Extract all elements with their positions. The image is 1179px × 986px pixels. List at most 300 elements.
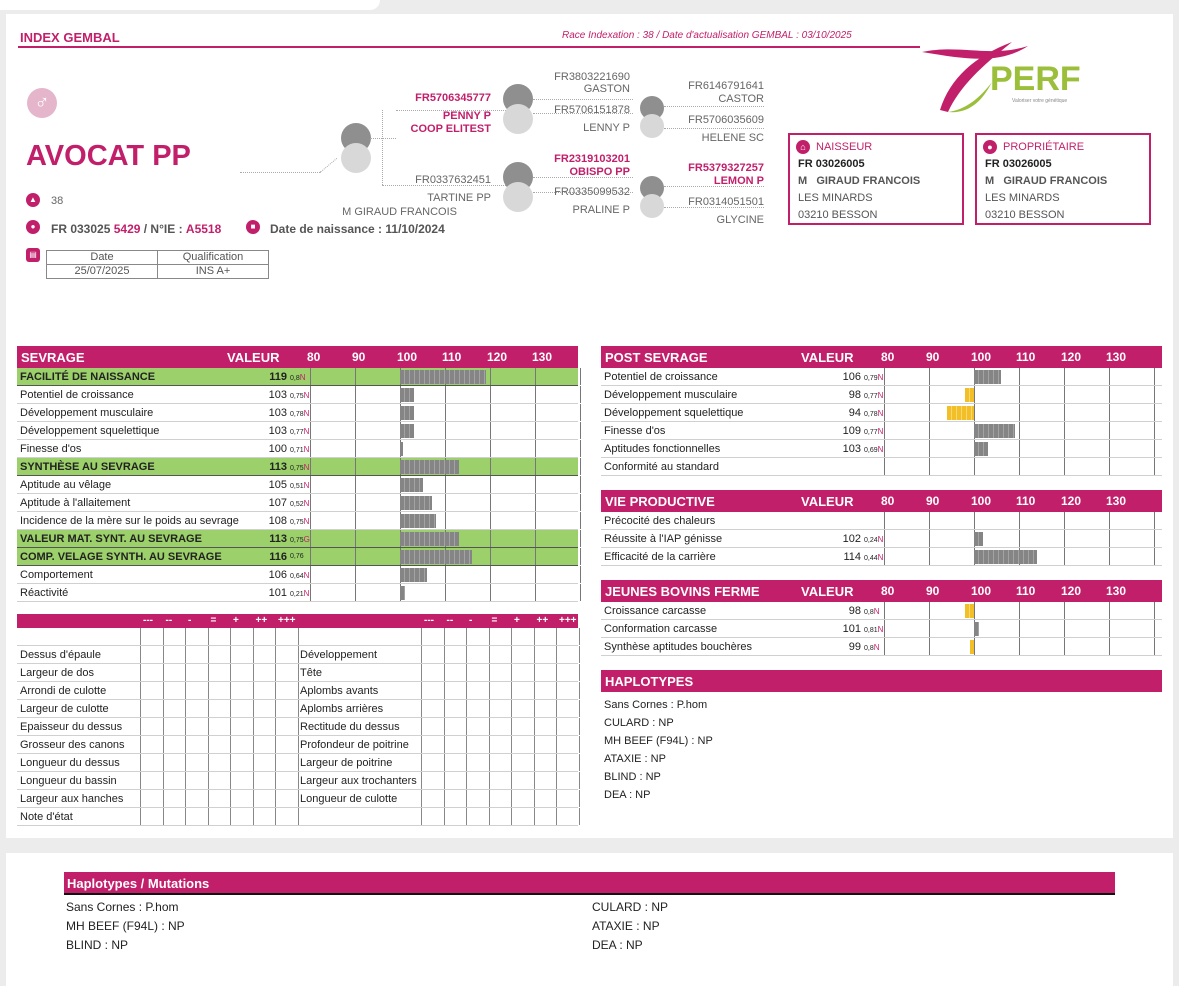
gridline [1154, 422, 1155, 439]
cd-value [864, 445, 883, 454]
morpho-row [17, 790, 297, 808]
scale-tick: 110 [1016, 584, 1036, 598]
morpho-row [297, 718, 578, 736]
gridline [534, 808, 535, 825]
valeur-header: VALEUR [801, 584, 854, 599]
section-title: SEVRAGE [21, 350, 85, 365]
index-value: 109 [842, 425, 861, 437]
mutation-item: CULARD : NP [592, 900, 669, 914]
id-number: 5429 [113, 222, 141, 236]
cd-flag: N [303, 517, 310, 526]
gridline [355, 584, 356, 601]
gridline [511, 664, 512, 681]
dd-name: PRALINE P [572, 204, 630, 216]
gridline [490, 404, 491, 421]
gridline [421, 682, 422, 699]
index-row [601, 404, 1162, 422]
index-label: Potentiel de croissance [604, 371, 718, 383]
index-bar [400, 568, 427, 582]
gridline [1109, 404, 1110, 421]
gridline [579, 718, 580, 735]
index-label: Conformation carcasse [604, 623, 718, 635]
cd-flag: N [303, 481, 310, 490]
gridline [310, 476, 311, 493]
index-label: Croissance carcasse [604, 605, 707, 617]
sire-id: FR5706345777 [415, 92, 491, 104]
sd-name: LENNY P [583, 122, 630, 134]
gridline [534, 646, 535, 663]
index-row [17, 548, 578, 566]
gridline [163, 682, 164, 699]
morpho-label: Développement [300, 649, 378, 661]
morpho-row [297, 664, 578, 682]
cd-value [864, 373, 883, 382]
index-row [17, 404, 578, 422]
morpho-label: Arrondi de culotte [20, 685, 107, 697]
index-value: 98 [848, 389, 861, 401]
gridline [535, 530, 536, 547]
gridline [466, 628, 467, 645]
dam-id: FR0337632451 [415, 174, 491, 186]
index-label: VALEUR MAT. SYNT. AU SEVRAGE [20, 533, 202, 545]
cd-value [290, 409, 309, 418]
gridline [490, 422, 491, 439]
gridline [444, 808, 445, 825]
gridline [445, 566, 446, 583]
scale-tick: 110 [442, 350, 462, 364]
gridline [230, 718, 231, 735]
morpho-label: Largeur aux hanches [20, 793, 124, 805]
gridline [884, 512, 885, 529]
gridline [140, 664, 141, 681]
index-bar [400, 532, 459, 546]
gridline [466, 718, 467, 735]
gridline [579, 646, 580, 663]
gridline [208, 736, 209, 753]
nie-label: / N°IE : [143, 222, 183, 236]
gridline [1154, 386, 1155, 403]
morpho-row [17, 682, 297, 700]
cd-number: 0,69 [864, 447, 878, 454]
morpho-scale-label: ++ [536, 615, 549, 626]
gridline [466, 808, 467, 825]
gridline [421, 628, 422, 645]
mutation-item: Sans Cornes : P.hom [66, 900, 179, 914]
index-row [601, 548, 1162, 566]
haplotypes-header [601, 670, 1162, 692]
gridline [556, 754, 557, 771]
page-title: INDEX GEMBAL [20, 30, 120, 45]
cd-flag: N [877, 535, 884, 544]
gridline [253, 754, 254, 771]
index-label: Réussite à l'IAP génisse [604, 533, 723, 545]
index-row [601, 440, 1162, 458]
gridline [230, 772, 231, 789]
gridline [444, 790, 445, 807]
morpho-label: Profondeur de poitrine [300, 739, 409, 751]
gridline [444, 700, 445, 717]
morpho-spacer [17, 628, 297, 646]
morpho-scale-label: - [188, 615, 192, 626]
index-value: 94 [848, 407, 861, 419]
dam-name: TARTINE PP [427, 192, 491, 204]
gridline [511, 700, 512, 717]
gridline [185, 718, 186, 735]
gridline [556, 700, 557, 717]
ddd-name: GLYCINE [716, 214, 764, 226]
mutations-title: Haplotypes / Mutations [67, 876, 210, 891]
index-value: 116 [269, 551, 287, 563]
morpho-row [297, 754, 578, 772]
index-label: Développement squelettique [20, 425, 160, 437]
gridline [421, 646, 422, 663]
morpho-scale-label: --- [424, 615, 434, 626]
gridline [466, 790, 467, 807]
gridline [1064, 602, 1065, 619]
cd-flag: N [873, 643, 880, 652]
morpho-right-header [297, 614, 578, 628]
morpho-label: Longueur du bassin [20, 775, 117, 787]
gridline [490, 386, 491, 403]
gridline [534, 736, 535, 753]
gridline [185, 808, 186, 825]
gridline [535, 386, 536, 403]
gridline [208, 700, 209, 717]
gridline [355, 404, 356, 421]
cd-value [290, 571, 309, 580]
index-bar [400, 514, 436, 528]
gridline [1064, 512, 1065, 529]
gridline [208, 808, 209, 825]
morpho-scale-label: -- [446, 615, 454, 626]
gridline [489, 808, 490, 825]
index-row [17, 458, 578, 476]
gridline [253, 736, 254, 753]
gridline [445, 404, 446, 421]
sire-extra: COOP ELITEST [410, 123, 491, 135]
scale-tick: 90 [926, 350, 940, 364]
gridline [444, 646, 445, 663]
gridline [535, 458, 536, 475]
gridline [511, 772, 512, 789]
gridline [974, 386, 975, 403]
cd-flag: N [303, 409, 310, 418]
gridline [974, 512, 975, 529]
index-label: Conformité au standard [604, 461, 719, 473]
ped-link [370, 138, 396, 139]
cd-flag: N [877, 373, 884, 382]
gridline [163, 790, 164, 807]
gridline [310, 404, 311, 421]
gridline [1109, 440, 1110, 457]
gridline [208, 718, 209, 735]
gridline [355, 386, 356, 403]
cd-value [290, 427, 309, 436]
morpho-row [17, 718, 297, 736]
ped-link [382, 110, 383, 185]
gridline [1064, 404, 1065, 421]
gridline [580, 494, 581, 511]
gridline [185, 628, 186, 645]
gridline [421, 808, 422, 825]
ds-name: OBISPO PP [569, 166, 630, 178]
gridline [1154, 620, 1155, 637]
morpho-row [297, 790, 578, 808]
gridline [253, 808, 254, 825]
gridline [253, 628, 254, 645]
scale-tick: 100 [971, 350, 992, 364]
gridline [579, 736, 580, 753]
cd-value [290, 391, 309, 400]
morpho-label: Note d'état [20, 811, 73, 823]
scale-tick: 100 [397, 350, 418, 364]
gridline [253, 718, 254, 735]
gridline [534, 664, 535, 681]
cd-value [290, 553, 304, 560]
morpho-label: Aplombs avants [300, 685, 379, 697]
morpho-scale-label: -- [165, 615, 173, 626]
gridline [310, 530, 311, 547]
index-label: Potentiel de croissance [20, 389, 134, 401]
index-value: 103 [268, 407, 287, 419]
morpho-row [17, 736, 297, 754]
gridline [275, 628, 276, 645]
index-bar [400, 586, 405, 600]
gridline [1019, 404, 1020, 421]
scale-tick: 120 [1061, 494, 1082, 508]
gridline [580, 422, 581, 439]
gridline [556, 808, 557, 825]
gridline [140, 808, 141, 825]
gridline [230, 646, 231, 663]
gridline [556, 646, 557, 663]
index-value: 103 [268, 425, 287, 437]
gridline [421, 718, 422, 735]
gridline [253, 664, 254, 681]
gridline [230, 754, 231, 771]
id-icon: ● [26, 220, 40, 234]
index-value: 114 [843, 551, 861, 563]
dds-name: LEMON P [713, 175, 764, 187]
gridline [580, 440, 581, 457]
index-row [17, 476, 578, 494]
index-bar [974, 622, 979, 636]
index-value: 100 [268, 443, 287, 455]
index-value: 113 [269, 461, 287, 473]
gridline [1154, 458, 1155, 475]
gridline [1019, 422, 1020, 439]
index-bar [400, 460, 459, 474]
naisseur-id: FR 03026005 [798, 158, 865, 170]
haplotype-item: Sans Cornes : P.hom [604, 699, 708, 711]
gridline [208, 664, 209, 681]
gridline [535, 494, 536, 511]
mutation-item: DEA : NP [592, 938, 643, 952]
cd-number: 0,75 [290, 465, 304, 472]
gridline [1019, 530, 1020, 547]
cd-number: 0,51 [290, 483, 304, 490]
gridline [1064, 368, 1065, 385]
cd-number: 0,76 [290, 553, 304, 560]
gridline [310, 386, 311, 403]
morpho-row [297, 808, 578, 826]
gridline [929, 458, 930, 475]
gridline [490, 548, 491, 565]
gridline [230, 682, 231, 699]
gridline [253, 682, 254, 699]
cd-flag: N [877, 625, 884, 634]
index-value: 102 [842, 533, 861, 545]
jeunes-bovins-header [601, 580, 1162, 602]
table-row [47, 251, 269, 265]
gridline [580, 458, 581, 475]
gridline [489, 682, 490, 699]
index-label: FACILITÉ DE NAISSANCE [20, 371, 156, 383]
gridline [1154, 638, 1155, 655]
gridline [275, 790, 276, 807]
mutations-left [66, 898, 185, 955]
gridline [444, 736, 445, 753]
cd-value [290, 535, 310, 544]
gridline [185, 682, 186, 699]
morpho-row [297, 682, 578, 700]
gridline [534, 700, 535, 717]
scale-tick: 130 [1106, 494, 1127, 508]
gridline [140, 754, 141, 771]
gridline [489, 718, 490, 735]
gridline [489, 628, 490, 645]
index-label: Développement musculaire [20, 407, 154, 419]
gridline [1019, 440, 1020, 457]
gridline [489, 772, 490, 789]
dam-extra: M GIRAUD FRANCOIS [342, 206, 457, 218]
gridline [421, 754, 422, 771]
gridline [185, 772, 186, 789]
calendar-icon: ■ [246, 220, 260, 234]
cd-number: 0,52 [290, 501, 304, 508]
index-value: 106 [268, 569, 287, 581]
gridline [489, 646, 490, 663]
index-bar [974, 424, 1015, 438]
gridline [355, 566, 356, 583]
birth-date: Date de naissance : 11/10/2024 [270, 222, 445, 236]
gridline [511, 682, 512, 699]
gridline [1109, 512, 1110, 529]
gridline [355, 440, 356, 457]
gridline [1019, 638, 1020, 655]
pedigree-node [640, 114, 664, 138]
gridline [535, 566, 536, 583]
morpho-scale-label: +++ [559, 615, 577, 626]
index-bar [965, 388, 974, 402]
gridline [445, 512, 446, 529]
index-row [601, 512, 1162, 530]
gridline [929, 422, 930, 439]
gridline [579, 682, 580, 699]
gridline [929, 440, 930, 457]
gridline [230, 628, 231, 645]
gridline [140, 736, 141, 753]
gridline [511, 754, 512, 771]
gridline [466, 772, 467, 789]
gridline [490, 440, 491, 457]
gridline [185, 700, 186, 717]
index-row [601, 530, 1162, 548]
gridline [1109, 530, 1110, 547]
table-cell: 25/07/2025 [47, 265, 158, 279]
proprietaire-title: PROPRIÉTAIRE [1003, 141, 1085, 153]
gridline [445, 476, 446, 493]
index-row [601, 638, 1162, 656]
ssd-name: HELENE SC [701, 132, 764, 144]
index-label: Finesse d'os [604, 425, 666, 437]
morpho-scale-label: = [210, 615, 217, 626]
index-value: 101 [268, 587, 287, 599]
gridline [310, 566, 311, 583]
race-indexation: Race Indexation : 38 / Date d'actualisation GEMBAL : 03/10/2025 [562, 30, 852, 41]
gridline [929, 530, 930, 547]
gridline [163, 664, 164, 681]
cd-flag: N [877, 391, 884, 400]
gridline [444, 772, 445, 789]
index-row [17, 530, 578, 548]
top-tab [0, 0, 380, 10]
index-label: Précocité des chaleurs [604, 515, 716, 527]
gridline [253, 646, 254, 663]
perf-logo [920, 38, 1090, 118]
proprietaire-id: FR 03026005 [985, 158, 1052, 170]
gridline [445, 440, 446, 457]
gridline [355, 476, 356, 493]
gridline [355, 458, 356, 475]
gridline [556, 736, 557, 753]
animal-name: AVOCAT PP [26, 140, 191, 172]
header-rule [18, 46, 920, 48]
index-bar [400, 496, 432, 510]
gridline [511, 718, 512, 735]
morpho-row [297, 646, 578, 664]
index-bar [947, 406, 974, 420]
gridline [185, 754, 186, 771]
morpho-scale-label: --- [143, 615, 153, 626]
gridline [579, 664, 580, 681]
index-bar [400, 442, 403, 456]
gridline [466, 700, 467, 717]
male-icon: ♂ [27, 88, 57, 118]
index-value: 119 [269, 371, 287, 383]
gridline [556, 664, 557, 681]
cd-number: 0,77 [864, 429, 878, 436]
proprietaire-addr2: 03210 BESSON [985, 209, 1065, 221]
sevrage-header [17, 346, 578, 368]
morpho-label: Largeur de culotte [20, 703, 109, 715]
morpho-scale-label: = [491, 615, 498, 626]
scale-tick: 130 [1106, 350, 1127, 364]
gridline [884, 602, 885, 619]
scale-tick: 120 [1061, 584, 1082, 598]
morpho-scale-label: + [233, 615, 239, 626]
vie-productive-header [601, 490, 1162, 512]
gridline [140, 628, 141, 645]
gridline [444, 628, 445, 645]
sevrage-panel [17, 346, 578, 602]
naisseur-addr1: LES MINARDS [798, 192, 873, 204]
gridline [310, 494, 311, 511]
morpho-label: Largeur aux trochanters [300, 775, 417, 787]
nie-value: A5518 [185, 222, 222, 236]
gridline [929, 638, 930, 655]
gridline [163, 772, 164, 789]
